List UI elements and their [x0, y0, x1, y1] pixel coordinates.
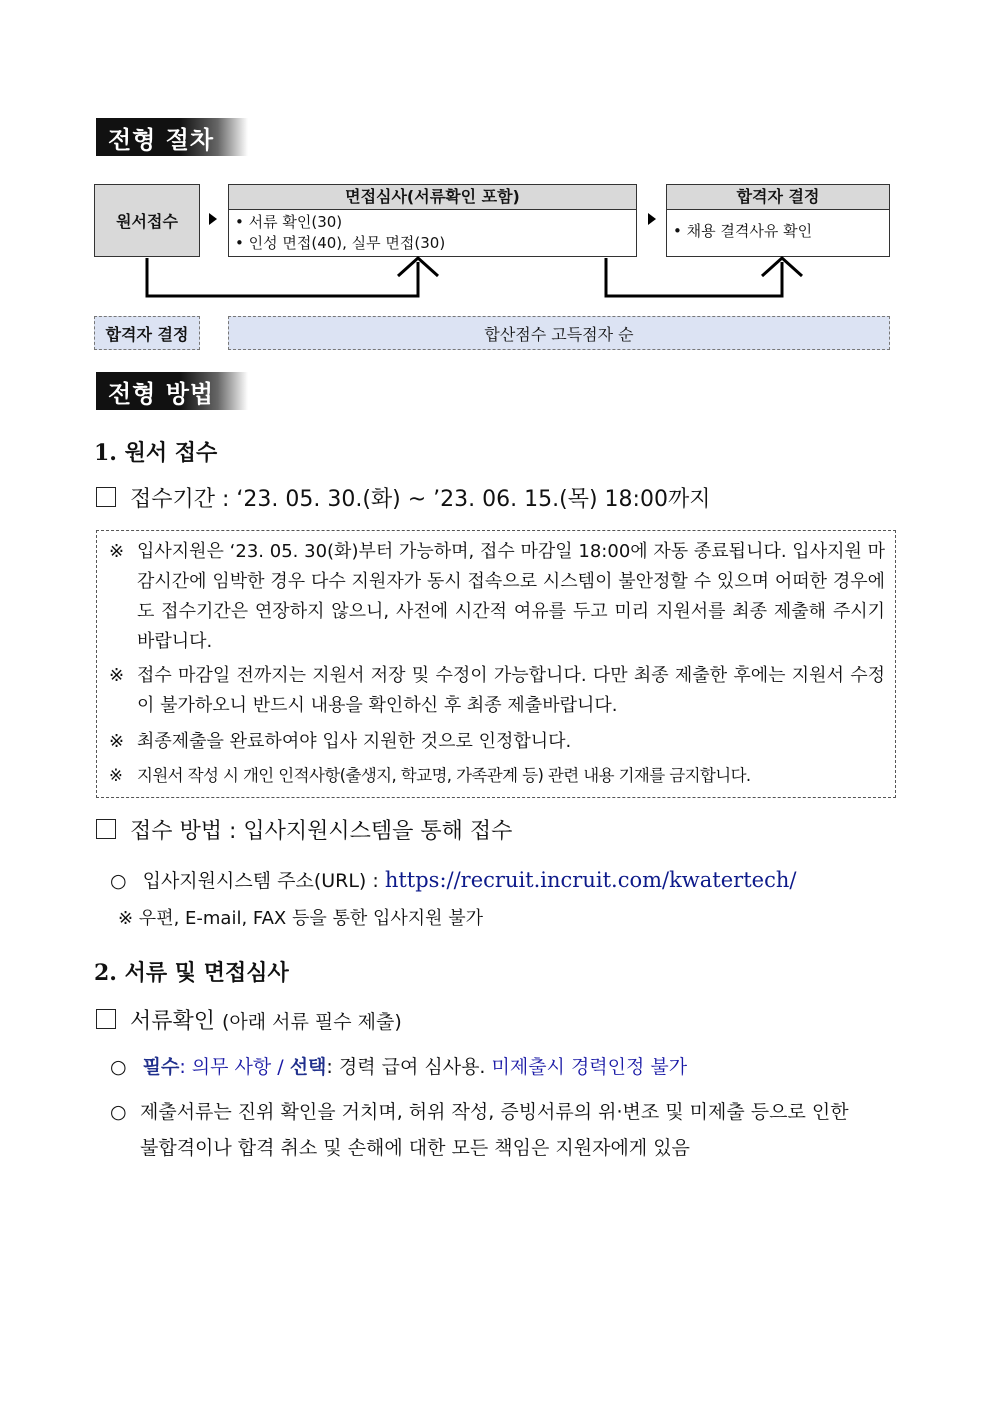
notice-box [96, 530, 896, 798]
part2-heading: 2. 서류 및 면접심사 [94, 960, 289, 986]
checkbox-square-icon [96, 819, 116, 839]
result-value: 합산점수 고득점자 순 [228, 316, 890, 350]
interview-item-docs: • 서류 확인(30) [235, 213, 343, 231]
result-label: 합격자 결정 [94, 316, 200, 350]
notice-item: ※ 지원서 작성 시 개인 인적사항(출생지, 학교명, 가족관계 등) 관련 내용 기재를 금지합니다. [109, 766, 751, 785]
decision-item: • 채용 결격사유 확인 [673, 222, 813, 240]
checkbox-square-icon [96, 487, 116, 507]
section-title-method: 전형 방법 [96, 372, 248, 410]
notice-item: ※ 접수 마감일 전까지는 지원서 저장 및 수정이 가능합니다. 다만 최종 제출한 후에는 지원서 수정이 불가하오니 반드시 내용을 확인하신 후 최종 제출바랍니다. [109, 665, 885, 716]
notice-item: ※ 입사지원은 ‘23. 05. 30(화)부터 가능하며, 접수 마감일 18:00에 자동 종료됩니다. 입사지원 마감시간에 임박한 경우 다수 지원자가 동시 접속으로 시스템이 불안정할 수 있으며 어떠한 경우에도 접수기간은 연장하지 않으니, 사전에 시간적 여유를 두고 미리 지원서를 최종 제출해 주시기 바랍니다. [109, 541, 885, 652]
connector-right [606, 258, 782, 296]
application-period: 접수기간 : ‘23. 05. 30.(화) ~ ’23. 06. 15.(목) 18:00까지 [96, 482, 710, 513]
section-title-procedure: 전형 절차 [96, 118, 248, 156]
interview-item-interviews: • 인성 면접(40), 실무 면접(30) [235, 234, 446, 252]
checkbox-square-icon [96, 1009, 116, 1029]
notice-item: ※ 최종제출을 완료하여야 입사 지원한 것으로 인정합니다. [109, 731, 572, 752]
url-note: ※ 우편, E-mail, FAX 등을 통한 입사지원 불가 [118, 908, 484, 929]
interview-title: 면접심사(서류확인 포함) [229, 185, 636, 210]
part1-heading: 1. 원서 접수 [94, 440, 218, 466]
required-optional-line: ○ 필수: 의무 사항 / 선택: 경력 급여 심사용. 미제출시 경력인정 불가 [110, 1056, 688, 1078]
url-line: ○ 입사지원시스템 주소(URL) : https://recruit.incruit.com/kwatertech/ [110, 868, 797, 892]
document-check: 서류확인 (아래 서류 필수 제출) [96, 1004, 402, 1035]
decision-title: 합격자 결정 [667, 185, 889, 210]
flow-step-application: 원서접수 [94, 184, 200, 257]
recruit-url-link[interactable]: https://recruit.incruit.com/kwatertech/ [384, 868, 797, 892]
application-method: 접수 방법 : 입사지원시스템을 통해 접수 [96, 814, 512, 845]
flow-connectors [0, 0, 992, 320]
connector-left [147, 258, 418, 296]
liability-note: ○ 제출서류는 진위 확인을 거치며, 허위 작성, 증빙서류의 위·변조 및 미제출 등으로 인한 불합격이나 합격 취소 및 손해에 대한 모든 책임은 지원자에게 있음 [110, 1101, 849, 1159]
